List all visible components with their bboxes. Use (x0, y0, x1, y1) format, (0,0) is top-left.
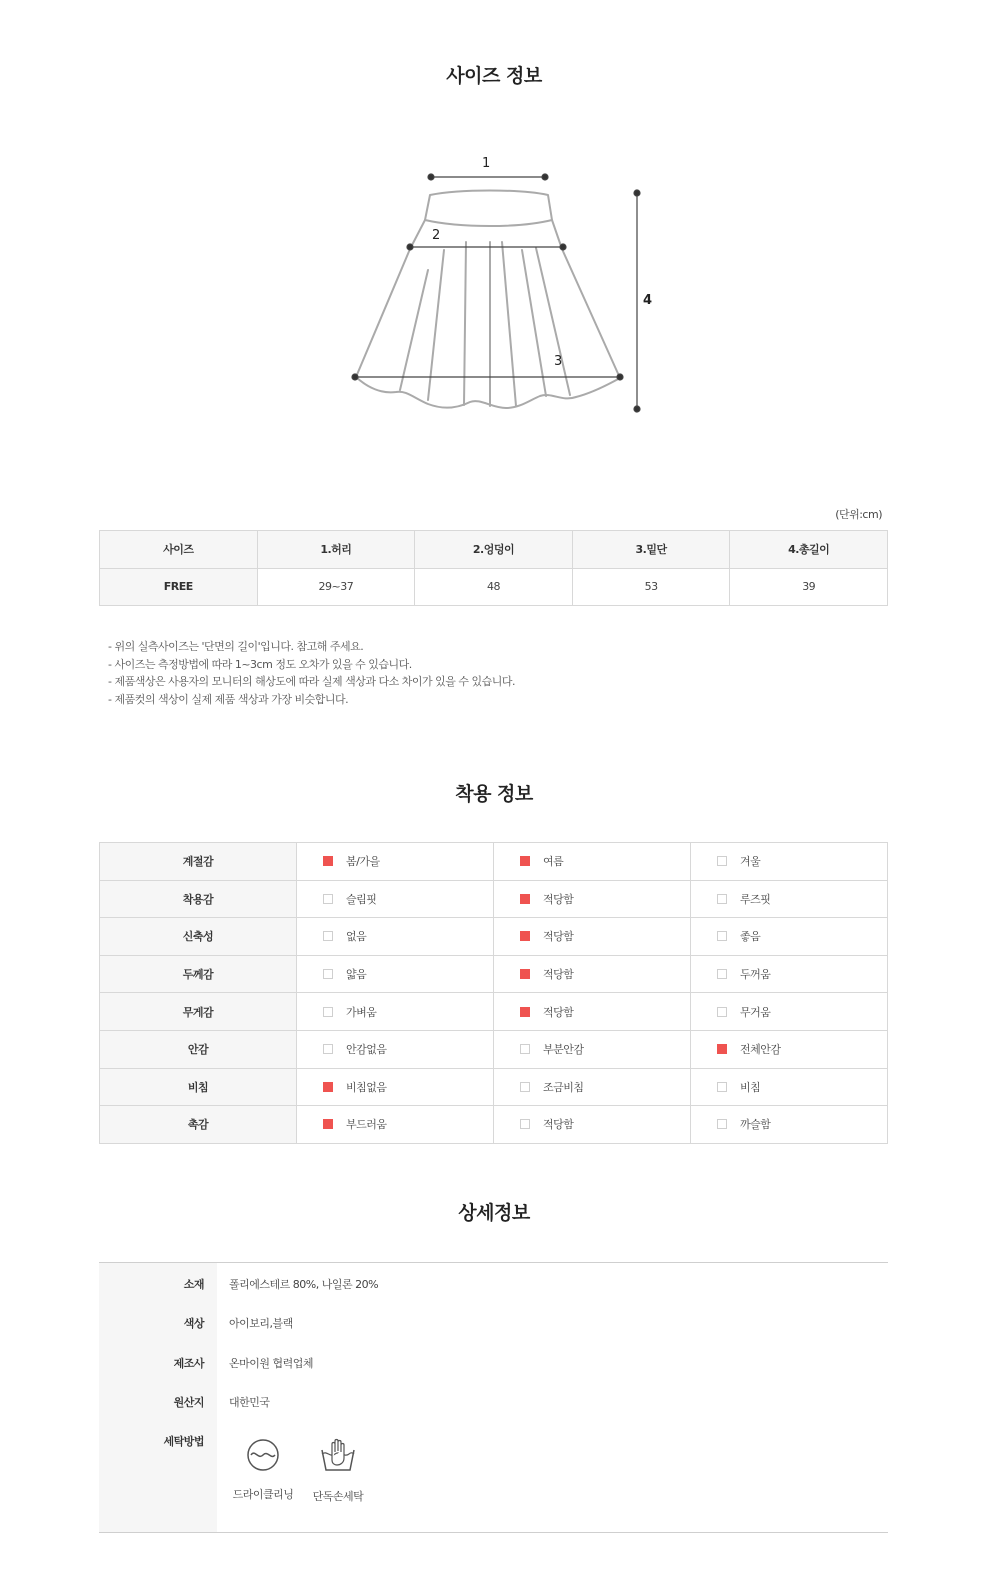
detail-value: 온마이원 협력업체 (229, 1357, 314, 1370)
fit-option-label: 봄/가을 (346, 855, 380, 869)
fit-option (691, 1106, 888, 1144)
unchecked-box-icon (323, 969, 333, 979)
detail-value: 폴리에스테르 80%, 나일론 20% (229, 1278, 379, 1291)
fit-row-label: 촉감 (100, 1106, 297, 1144)
unchecked-box-icon (717, 1007, 727, 1017)
fit-row-label: 신축성 (100, 918, 297, 956)
unchecked-box-icon (323, 894, 333, 904)
size-header-cell: 3.밑단 (572, 531, 730, 569)
size-cell: 53 (572, 568, 730, 606)
wash-label: 단독손세탁 (312, 1490, 364, 1503)
size-cell: 39 (730, 568, 888, 606)
fit-option (691, 918, 888, 956)
unchecked-box-icon (717, 969, 727, 979)
diagram-label-4: 4 (643, 293, 653, 308)
table-row (100, 1068, 888, 1106)
fit-option-label: 전체안감 (740, 1043, 781, 1057)
table-row (100, 1030, 888, 1068)
diagram-label-2: 2 (432, 228, 441, 243)
wash-item-hand-wash (293, 1438, 383, 1504)
fit-option-label: 비침 (740, 1080, 761, 1094)
unchecked-box-icon (520, 1082, 530, 1092)
checked-box-icon (323, 1119, 333, 1129)
table-row (100, 880, 888, 918)
fit-option (494, 843, 691, 881)
size-cell: FREE (100, 568, 258, 606)
fit-option-label: 까슬함 (740, 1118, 771, 1132)
fit-option (297, 1068, 494, 1106)
fit-option-label: 없음 (346, 930, 367, 944)
note-line: - 사이즈는 측정방법에 따라 1~3cm 정도 오차가 있을 수 있습니다. (108, 657, 412, 671)
fit-option (297, 843, 494, 881)
fit-option (297, 918, 494, 956)
size-header-cell: 2.엉덩이 (415, 531, 573, 569)
fit-option (691, 955, 888, 993)
note-line: - 제품색상은 사용자의 모니터의 해상도에 따라 실제 색상과 다소 차이가 있을 수 있습니다. (108, 675, 515, 688)
fit-option (691, 880, 888, 918)
fit-option-label: 적당함 (543, 1005, 574, 1019)
checked-box-icon (520, 894, 530, 904)
fit-row-label: 두께감 (100, 955, 297, 993)
fit-option (297, 1030, 494, 1068)
fit-option-label: 겨울 (740, 855, 761, 869)
fit-option (691, 1030, 888, 1068)
fit-option-label: 비침없음 (346, 1080, 387, 1094)
fit-option (691, 843, 888, 881)
unchecked-box-icon (323, 1007, 333, 1017)
note-line: - 제품컷의 색상이 실제 제품 색상과 가장 비슷합니다. (108, 692, 349, 706)
fit-option-label: 루즈핏 (740, 892, 771, 906)
detail-value: 아이보리,블랙 (229, 1317, 293, 1330)
table-row (100, 568, 888, 606)
fit-option (691, 1068, 888, 1106)
checked-box-icon (520, 969, 530, 979)
unchecked-box-icon (717, 894, 727, 904)
fit-option (494, 880, 691, 918)
fit-option-label: 무거움 (740, 1005, 771, 1019)
size-table-header (100, 531, 888, 569)
fit-option (691, 993, 888, 1031)
checked-box-icon (520, 931, 530, 941)
detail-key: 원산지 (173, 1396, 204, 1409)
fit-option-label: 조금비침 (543, 1080, 584, 1094)
unit-label: (단위:cm) (835, 508, 882, 521)
table-row (100, 918, 888, 956)
fit-option-label: 여름 (543, 855, 564, 869)
checked-box-icon (717, 1044, 727, 1054)
skirt-outline-icon (340, 150, 670, 425)
unchecked-box-icon (717, 1082, 727, 1092)
fit-option-label: 부드러움 (346, 1118, 387, 1132)
diagram-label-3: 3 (554, 354, 563, 369)
fit-option (494, 993, 691, 1031)
note-line: - 위의 실측사이즈는 '단면의 길이'입니다. 참고해 주세요. (108, 640, 364, 653)
detail-key: 세탁방법 (163, 1435, 204, 1448)
fit-option (494, 1030, 691, 1068)
unchecked-box-icon (520, 1119, 530, 1129)
size-header-cell: 1.허리 (257, 531, 415, 569)
size-cell: 29~37 (257, 568, 415, 606)
unchecked-box-icon (717, 856, 727, 866)
hand-wash-icon (320, 1438, 356, 1474)
unchecked-box-icon (323, 931, 333, 941)
fit-option-label: 적당함 (543, 968, 574, 982)
dry-cleaning-icon (246, 1438, 280, 1472)
fit-option (297, 880, 494, 918)
fit-option-label: 적당함 (543, 892, 574, 906)
fit-option-label: 적당함 (543, 930, 574, 944)
unchecked-box-icon (717, 931, 727, 941)
fit-option (494, 955, 691, 993)
fit-option (494, 1106, 691, 1144)
checked-box-icon (323, 856, 333, 866)
checked-box-icon (323, 1082, 333, 1092)
fit-option (494, 918, 691, 956)
size-cell: 48 (415, 568, 573, 606)
fit-row-label: 계절감 (100, 843, 297, 881)
size-section-title: 사이즈 정보 (446, 65, 542, 87)
unchecked-box-icon (717, 1119, 727, 1129)
table-row (100, 955, 888, 993)
unchecked-box-icon (520, 1044, 530, 1054)
diagram-label-1: 1 (482, 156, 491, 171)
fit-row-label: 무게감 (100, 993, 297, 1031)
size-notes (108, 638, 515, 708)
fit-option-label: 안감없음 (346, 1043, 387, 1057)
fit-option-label: 슬림핏 (346, 892, 377, 906)
size-header-cell: 4.총길이 (730, 531, 888, 569)
size-header-cell: 사이즈 (100, 531, 258, 569)
unchecked-box-icon (323, 1044, 333, 1054)
fit-option-label: 두꺼움 (740, 968, 771, 982)
fit-option-label: 적당함 (543, 1118, 574, 1132)
detail-key: 색상 (183, 1317, 204, 1330)
fit-row-label: 비침 (100, 1068, 297, 1106)
detail-key: 소재 (183, 1278, 204, 1291)
detail-section-title: 상세정보 (458, 1202, 530, 1224)
fit-row-label: 착용감 (100, 880, 297, 918)
fit-option (494, 1068, 691, 1106)
fit-option-label: 좋음 (740, 930, 761, 944)
detail-key: 제조사 (173, 1357, 204, 1370)
size-table (99, 530, 888, 606)
checked-box-icon (520, 1007, 530, 1017)
fit-section-title: 착용 정보 (455, 783, 533, 805)
table-row (100, 1106, 888, 1144)
fit-row-label: 안감 (100, 1030, 297, 1068)
table-row (100, 843, 888, 881)
table-row (100, 993, 888, 1031)
fit-option (297, 1106, 494, 1144)
fit-option (297, 993, 494, 1031)
wash-label: 드라이클리닝 (232, 1488, 294, 1501)
fit-table (99, 842, 888, 1144)
detail-value: 대한민국 (229, 1396, 270, 1409)
fit-option (297, 955, 494, 993)
fit-option-label: 가벼움 (346, 1005, 377, 1019)
checked-box-icon (520, 856, 530, 866)
skirt-diagram (340, 150, 670, 425)
fit-option-label: 부분안감 (543, 1043, 584, 1057)
fit-option-label: 얇음 (346, 968, 367, 982)
